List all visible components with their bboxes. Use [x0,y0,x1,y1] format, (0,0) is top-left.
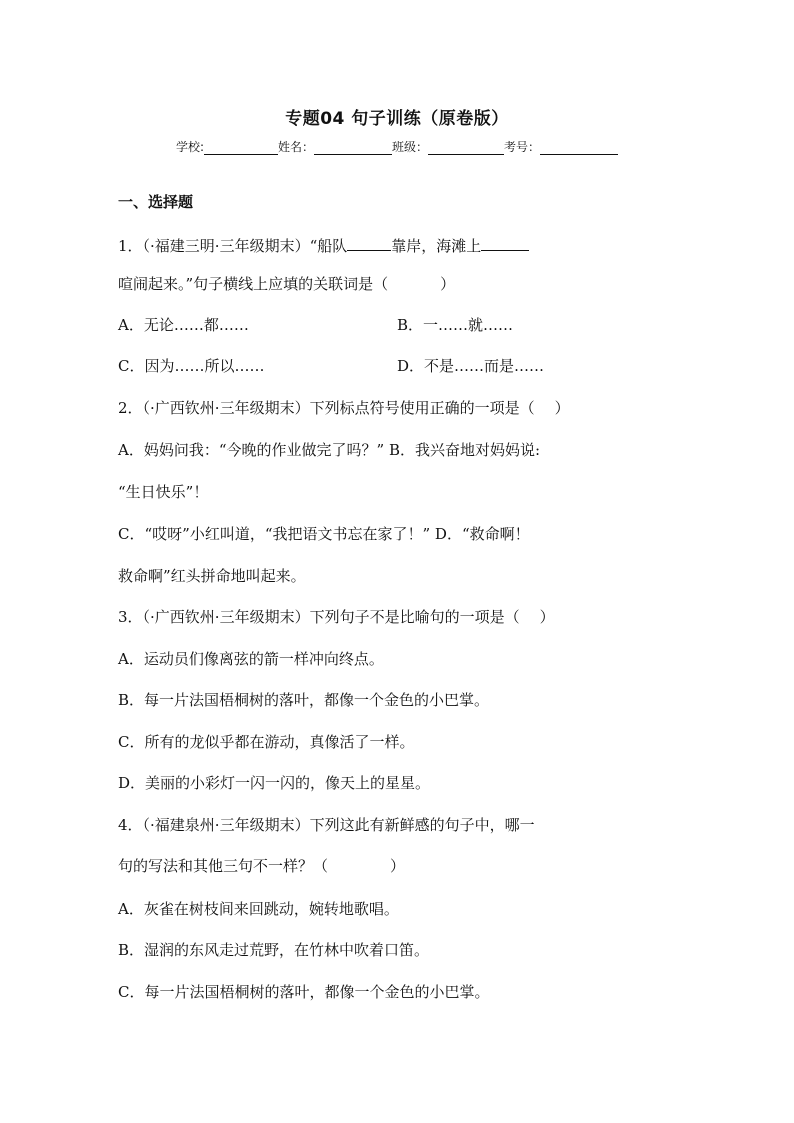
name-blank[interactable] [314,141,392,155]
class-label: 班级： [392,140,429,154]
q3-option-b[interactable]: B．每一片法国梧桐树的落叶，都像一个金色的小巴掌。 [118,691,490,709]
q3-line1 [118,607,555,627]
q2-text-a: 2．（·广西钦州·三年级期末）下列标点符号使用正确的一项是（ [118,399,535,417]
q1-text-a: 1．（·福建三明·三年级期末）“船队 [118,237,348,255]
q4-option-b[interactable]: B．湿润的东风走过荒野，在竹林中吹着口笛。 [118,941,430,959]
q1-line2 [118,274,455,294]
school-label: 学校: [175,140,204,154]
q1-option-a[interactable]: A．无论……都…… [118,316,249,334]
q4-option-c[interactable]: C．每一片法国梧桐树的落叶，都像一个金色的小巴掌。 [118,983,490,1001]
q2-line5: 救命啊”红头拼命地叫起来。 [118,567,306,585]
q1-text-b: 靠岸，海滩上 [391,237,482,255]
q1-text-d: ） [440,275,456,293]
q1-blank-2[interactable] [481,234,529,251]
q4-text-a: 句的写法和其他三句不一样？（ [118,857,329,875]
q2-line4[interactable]: C．“哎呀”小红叫道，“我把语文书忘在家了！” D．“救命啊！ [118,525,530,543]
q4-line1: 4．（·福建泉州·三年级期末）下列这此有新鲜感的句子中，哪一 [118,816,535,834]
q4-text-b: ） [390,857,406,875]
student-info-row [0,138,794,155]
q1-blank-1[interactable] [347,234,391,251]
section-title: 一、选择题 [118,193,194,211]
q1-option-d[interactable]: D．不是……而是…… [397,357,545,375]
q2-line3: “生日快乐”！ [118,483,209,501]
q2-line2[interactable]: A．妈妈问我：“今晚的作业做完了吗？” B．我兴奋地对妈妈说: [118,441,541,459]
q3-text-b: ） [539,608,555,626]
q1-option-b[interactable]: B．一……就…… [397,316,514,334]
q2-text-b: ） [554,399,570,417]
q1-text-c: 喧闹起来。”句子横线上应填的关联词是（ [118,275,389,293]
exam-no-label: 考号： [504,140,541,154]
q2-line1 [118,398,570,418]
q3-option-a[interactable]: A．运动员们像离弦的箭一样冲向终点。 [118,650,384,668]
q4-line2 [118,856,405,876]
name-label: 姓名： [278,140,315,154]
page-title: 专题04 句子训练（原卷版） [285,109,509,129]
q1-option-c[interactable]: C．因为……所以…… [118,357,265,375]
q4-option-a[interactable]: A．灰雀在树枝间来回跳动，婉转地歌唱。 [118,900,399,918]
q3-option-c[interactable]: C．所有的龙似乎都在游动，真像活了一样。 [118,733,415,751]
q1-line1 [118,234,529,256]
exam-no-blank[interactable] [540,141,618,155]
class-blank[interactable] [428,141,504,155]
school-blank[interactable] [204,141,278,155]
q3-text-a: 3．（·广西钦州·三年级期末）下列句子不是比喻句的一项是（ [118,608,520,626]
q3-option-d[interactable]: D．美丽的小彩灯一闪一闪的，像天上的星星。 [118,774,431,792]
